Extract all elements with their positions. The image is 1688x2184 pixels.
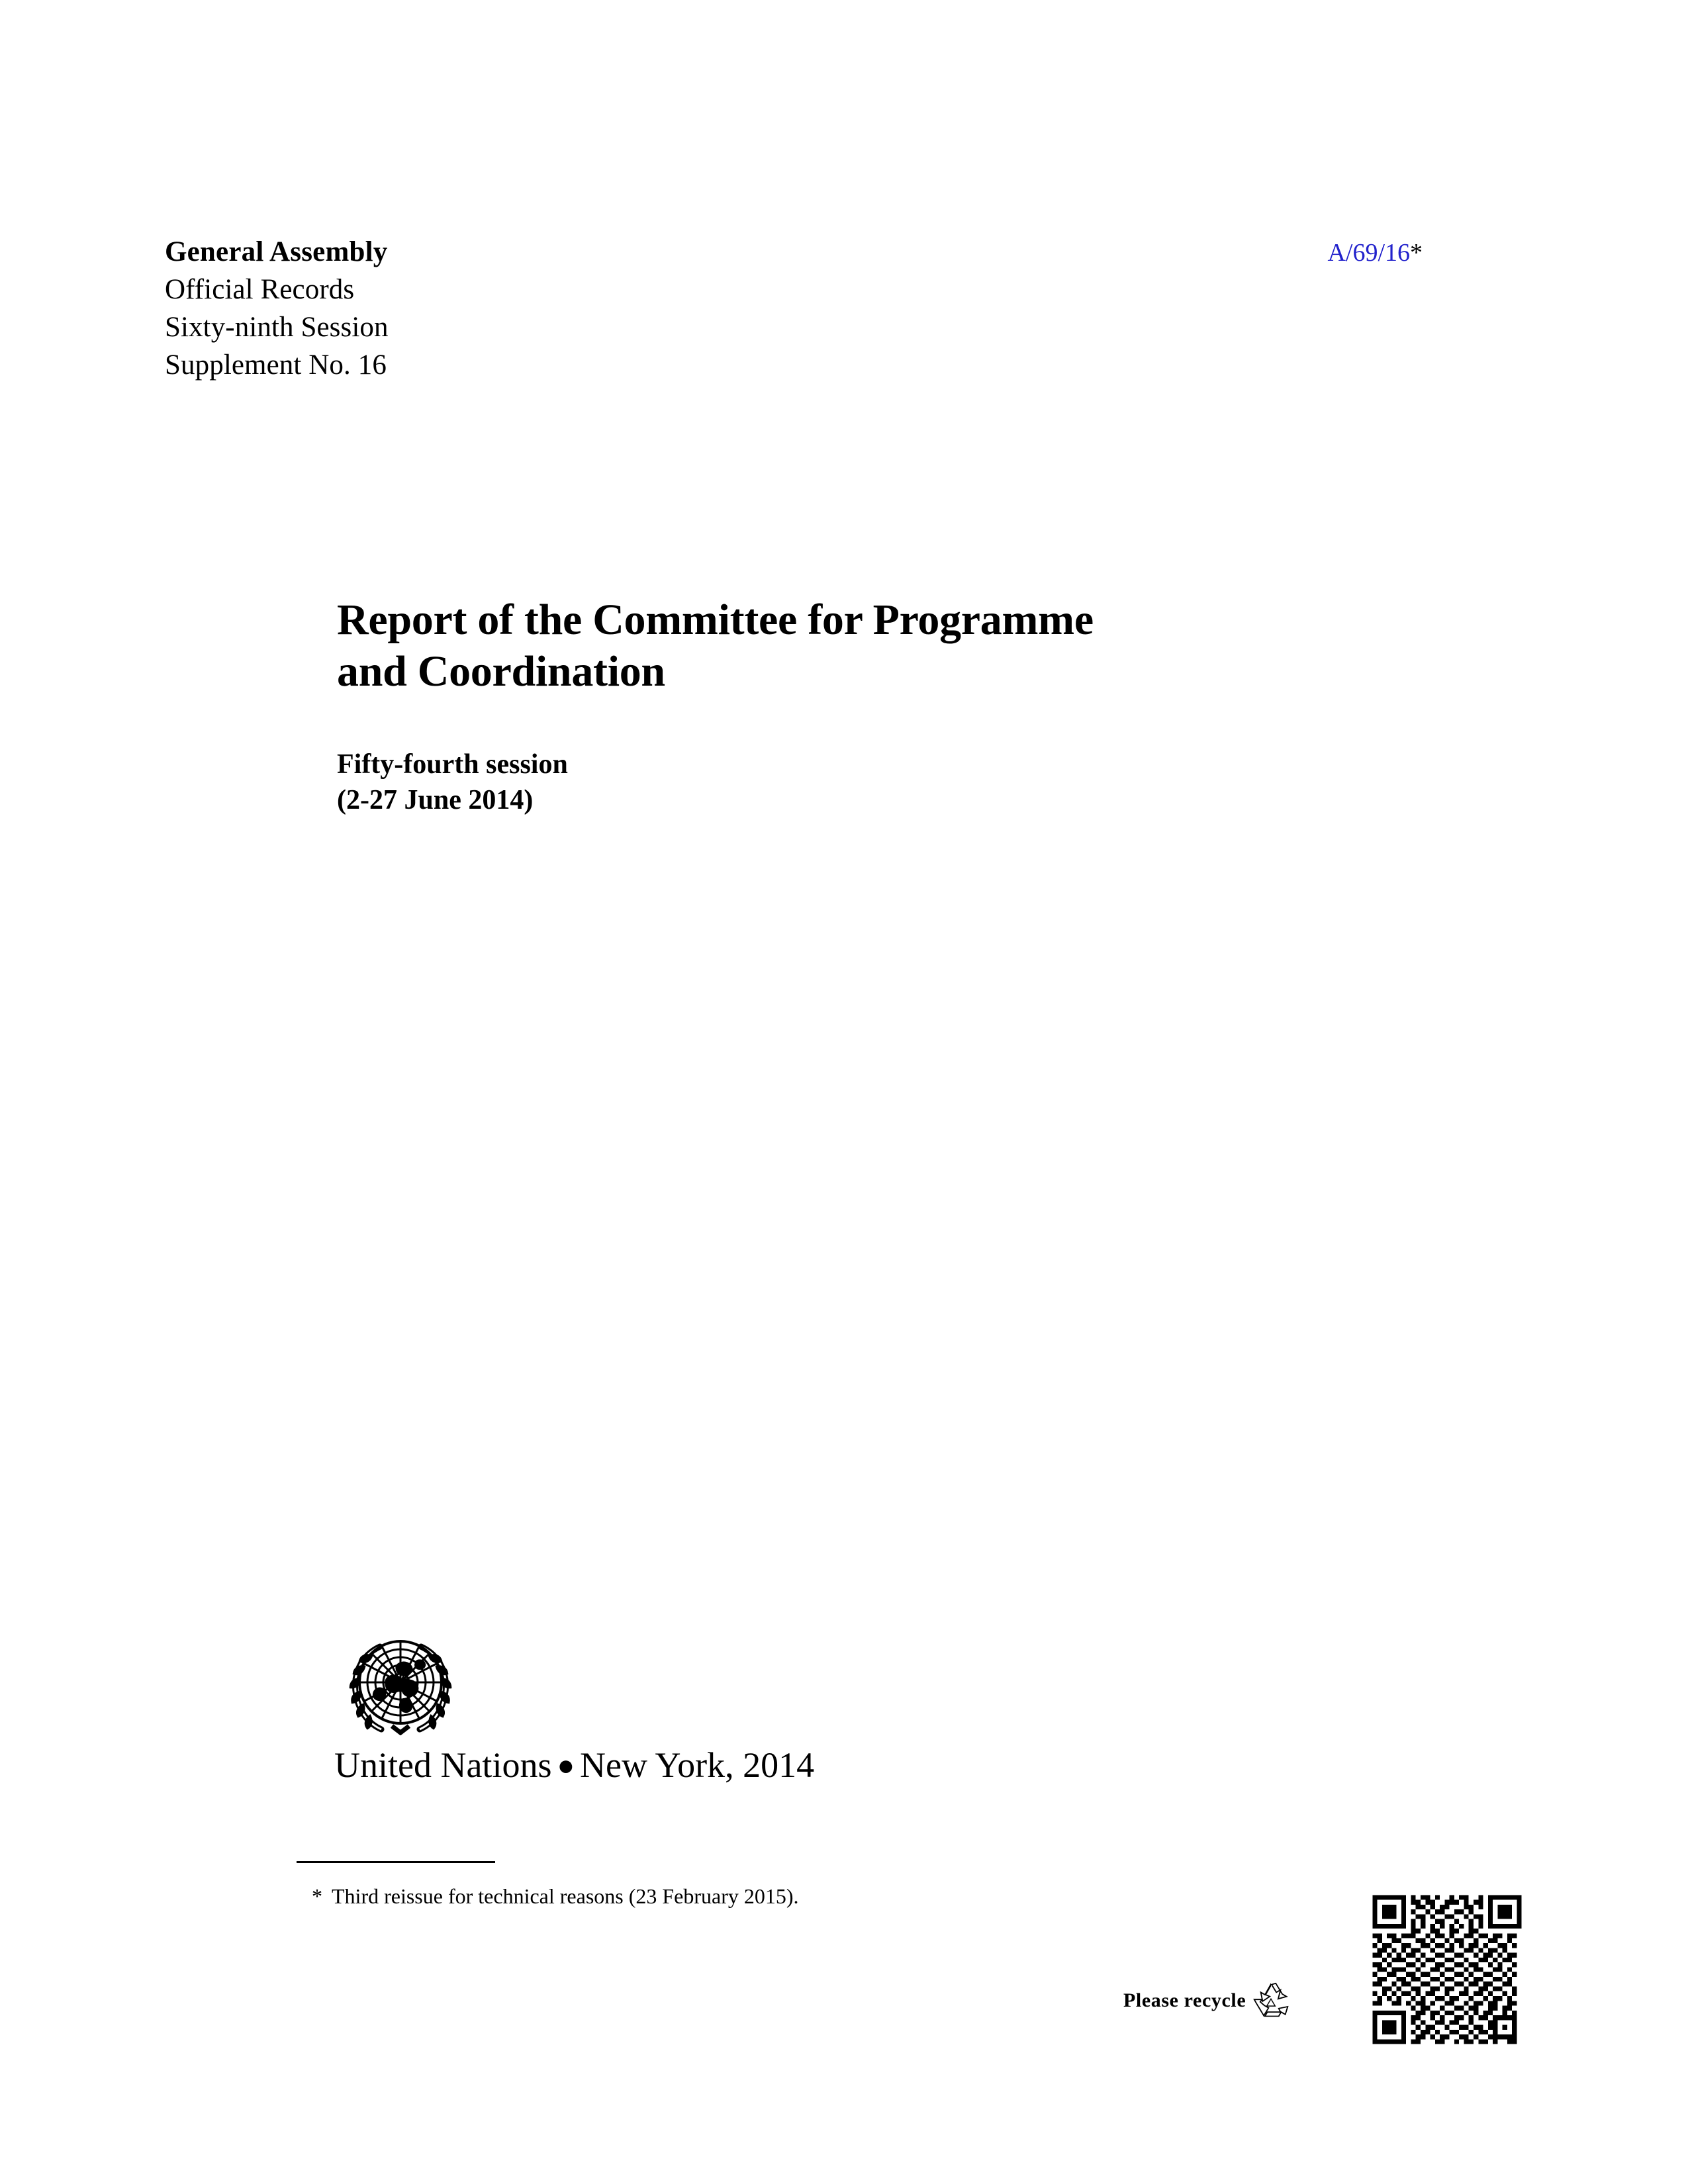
supplement-label: Supplement No. 16 [165,349,387,381]
official-records-label: Official Records [165,274,355,305]
page-subtitle-line-1: Fifty-fourth session [337,749,568,780]
page-title-line-2: and Coordination [337,647,665,696]
masthead [165,233,1423,384]
footnote-mark: * [312,1884,322,1908]
footnote-text [312,1883,1289,1909]
recycle-icon [1252,1982,1290,2019]
imprint-line [334,1744,1129,1787]
footnote-block [297,1861,1289,1909]
imprint-block [334,1629,1129,1787]
page-title [337,594,1330,698]
document-symbol [1327,234,1423,272]
recycle-label: Please recycle [1123,1989,1246,2011]
title-block [337,594,1330,818]
page-subtitle-line-2: (2-27 June 2014) [337,785,534,815]
page-subtitle [337,747,1330,818]
publisher-name: United Nations [334,1745,552,1785]
qr-code[interactable] [1368,1890,1526,2049]
document-symbol-footnote-mark: * [1410,239,1423,267]
document-symbol-text: A/69/16 [1327,239,1410,267]
footnote-rule [297,1861,495,1863]
footnote-body: Third reissue for technical reasons (23 February 2015). [332,1884,799,1908]
recycle-notice [1123,1982,1290,2019]
organ-name: General Assembly [165,236,388,267]
session-label: Sixty-ninth Session [165,312,389,343]
united-nations-emblem-icon [340,1629,461,1735]
page-title-line-1: Report of the Committee for Programme [337,596,1094,644]
masthead-top-row [165,233,1423,271]
place-and-year: New York, 2014 [580,1745,815,1785]
imprint-separator: ● [557,1749,575,1782]
